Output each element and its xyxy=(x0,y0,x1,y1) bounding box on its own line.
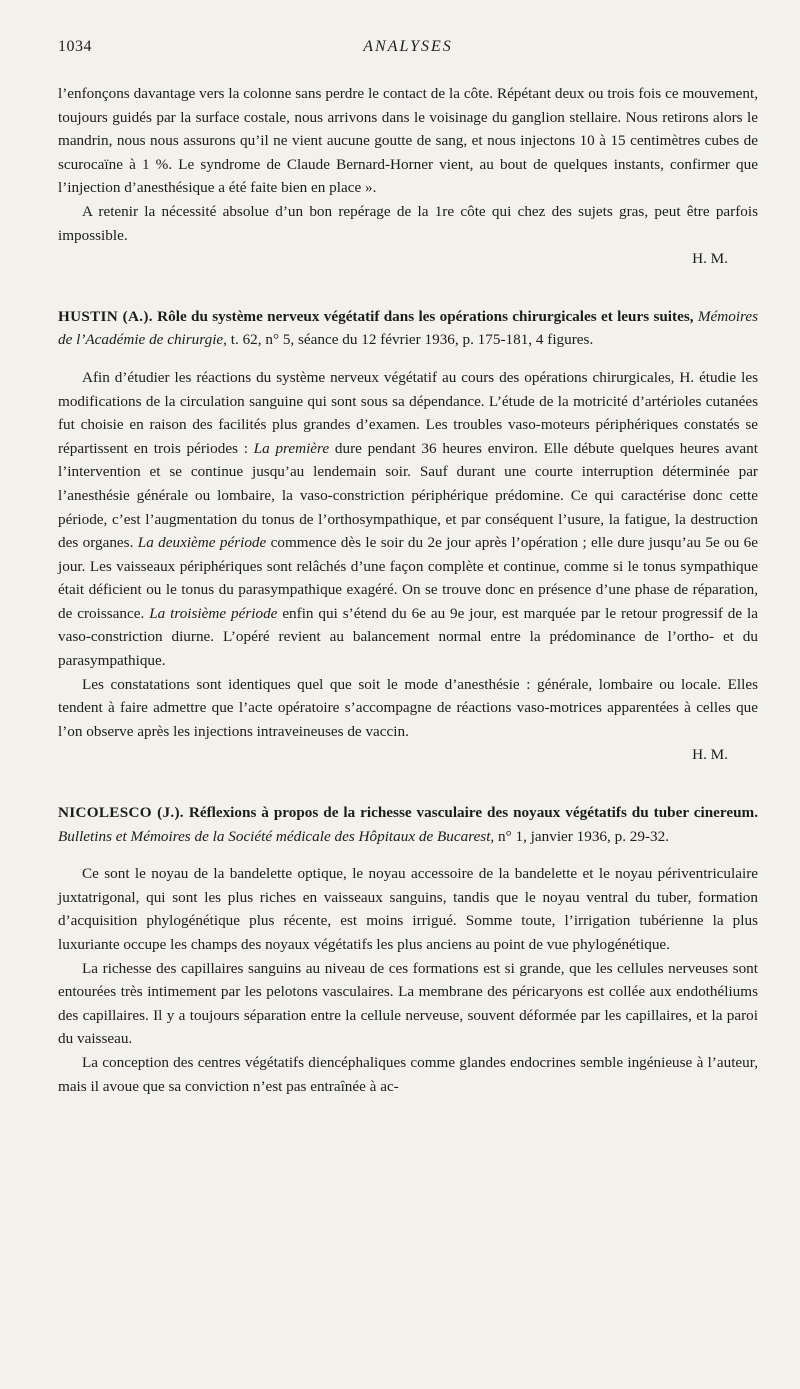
article-paragraph: La richesse des capillaires sanguins au niveau de ces formations est si grande, que les cellules nerveuses sont entourées très intimement par les pelotons vasculaires. La membrane des péricaryons est collée aux endothéliums des capillaires. Il y a toujours séparation entre la cellule nerveuse, souvent déformée par les capillaires, et la paroi du vaisseau. xyxy=(58,959,758,1048)
journal-reference: t. 62, n° 5, séance du 12 février 1936, p. 175-181, 4 figures. xyxy=(230,331,594,349)
article-paragraph: Ce sont le noyau de la bandelette optique, le noyau accessoire de la bandelette et le noyau périventriculaire juxtatrigonal, qui sont les plus riches en vaisseaux sanguins, tandis que le noyau ventral du tuber, formation d’acquisition phylogénétique plus récente, est moins irrigué. Somme toute, l’irrigation tubérienne la plus luxuriante occupe les champs des noyaux végétatifs les plus anciens au point de vue phylogénétique. xyxy=(58,865,758,953)
article-hustin xyxy=(58,305,758,767)
paragraph-text: Afin d’étudier les réactions du système nerveux végétatif au cours des opérations chirurgicales, H. étudie les modifications de la circulation sanguine qui sont sous sa dépendance. L’étude de la motricité d’artérioles cutanées fut choisie en raison des facilités plus grandes d’examen. Les troubles vaso-moteurs périphériques constatés se répartissent en trois périodes : xyxy=(58,368,758,457)
emphasis-text: La troisième période xyxy=(149,604,278,622)
page-number: 1034 xyxy=(58,38,92,55)
article-heading xyxy=(58,305,758,352)
article-paragraph xyxy=(58,366,758,673)
emphasis-text: La première xyxy=(253,439,330,457)
page-header xyxy=(58,38,758,68)
paragraph-text: enfin qui s’étend du 6e au 9e jour, est marquée par le retour progressif de la vaso-constriction diurne. L’opéré revient au balancement normal entre la prédominance de l’ortho- et du parasympathique. xyxy=(58,604,758,670)
paragraph-text: Les constatations sont identiques quel que soit le mode d’anesthésie : générale, lombaire ou locale. Elles tendent à faire admettre que l’acte opératoire s’accompagne de réactions vaso-motrices apparentées à celles que l’on observe après les injections intraveineuses de vaccin. xyxy=(58,675,758,740)
running-title: ANALYSES xyxy=(363,38,453,55)
journal-name: Mémoires de l’Académie de chirurgie, xyxy=(58,307,759,349)
article-paragraph: La conception des centres végétatifs diencéphaliques comme glandes endocrines semble ingénieuse à l’auteur, mais il avoue que sa conviction n’est pas entraînée à ac- xyxy=(58,1053,758,1095)
article-paragraph xyxy=(58,673,758,767)
article-heading xyxy=(58,801,758,848)
review-paragraph: l’enfonçons davantage vers la colonne sans perdre le contact de la côte. Répétant deux ou trois fois ce mouvement, toujours guidés par la surface costale, nous arrivons dans le voisinage du ganglion stellaire. Nous retirons alors le mandrin, nous nous assurons qu’il ne vient aucune goutte de sang, et nous injectons 10 à 15 centimètres cubes de scurocaïne à 1 %. Le syndrome de Claude Bernard-Horner vient, au bout de quelques instants, confirmer que l’injection d’anesthésique a été faite bien en place ». xyxy=(58,85,758,197)
emphasis-text: La deuxième période xyxy=(137,534,267,552)
review-paragraph xyxy=(58,200,758,271)
article-title: Rôle du système nerveux végétatif dans les opérations chirurgicales et leurs suites, xyxy=(157,307,694,325)
journal-reference: n° 1, janvier 1936, p. 29-32. xyxy=(498,827,670,845)
article-nicolesco xyxy=(58,801,758,1098)
continued-review xyxy=(58,82,758,271)
review-text: A retenir la nécessité absolue d’un bon repérage de la 1re côte qui chez des sujets gras, peut être parfois impossible. xyxy=(58,202,758,244)
paragraph-text: dure pendant 36 heures environ. Elle débute quelques heures avant l’intervention et se continue jusqu’au lendemain soir. Sauf durant une courte interruption déterminée par l’anesthésie générale ou lombaire, la vaso-constriction périphérique prédomine. Ce qui caractérise donc cette période, c’est l’augmentation du tonus de l’orthosympathique, et par conséquent l’usure, la fatigue, la destruction des organes. xyxy=(58,439,758,552)
article-author: NICOLESCO (J.). xyxy=(58,804,184,822)
article-signature: H. M. xyxy=(692,746,728,764)
paragraph-text: commence dès le soir du 2e jour après l’opération ; elle dure jusqu’au 5e ou 6e jour. Les vaisseaux périphériques sont relâchés d’une façon complète et continue, comme si le tonus sympathique était déficient ou le tonus du parasympathique exagéré. On se trouve donc en présence d’une phase de réparation, de croissance. xyxy=(58,534,758,622)
article-author: HUSTIN (A.). xyxy=(58,307,153,325)
journal-name: Bulletins et Mémoires de la Société médicale des Hôpitaux de Bucarest, xyxy=(58,827,495,845)
review-signature: H. M. xyxy=(692,250,728,268)
article-title: Réflexions à propos de la richesse vasculaire des noyaux végétatifs du tuber cinereum. xyxy=(188,804,758,822)
